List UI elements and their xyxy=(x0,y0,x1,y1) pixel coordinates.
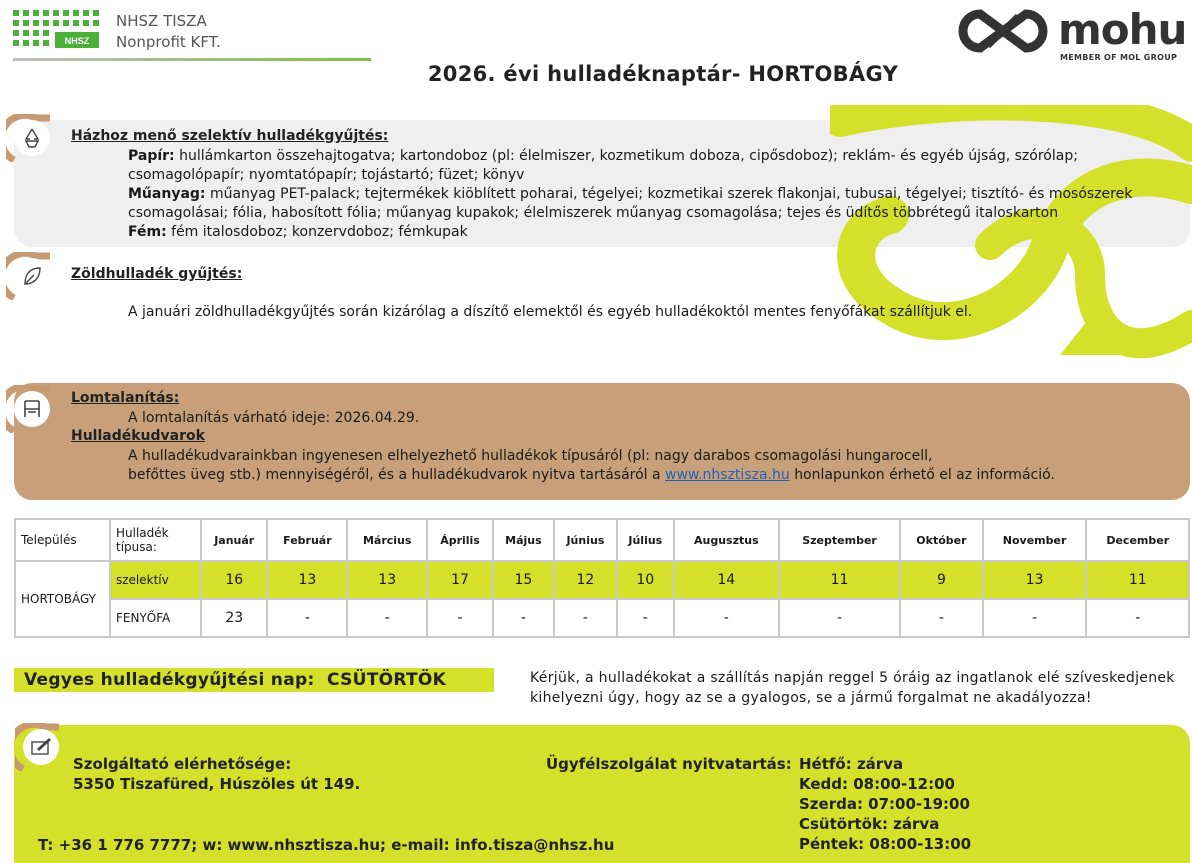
month-header: December xyxy=(1086,519,1189,561)
month-header: Április xyxy=(427,519,493,561)
hours-monday: Hétfő: zárva xyxy=(799,755,904,773)
date-cell: - xyxy=(779,599,900,637)
date-cell: - xyxy=(347,599,427,637)
selective-heading: Házhoz menő szelektív hulladékgyűjtés: xyxy=(71,128,389,144)
metal-line xyxy=(128,223,1188,242)
yards-text xyxy=(128,447,1188,485)
nhsz-company-name xyxy=(116,11,221,53)
date-cell: - xyxy=(493,599,554,637)
yards-text-line1: A hulladékudvarainkban ingyenesen elhelyezhető hulladékok típusáról (pl: nagy darabos csomagolási hungarocell, xyxy=(128,448,933,464)
hours-wednesday: Szerda: 07:00-19:00 xyxy=(799,795,970,813)
yards-heading: Hulladékudvarok xyxy=(71,428,205,444)
mohu-logo-icon xyxy=(958,6,1048,56)
paper-label: Papír: xyxy=(128,148,175,164)
furniture-icon xyxy=(21,398,43,420)
hours-heading: Ügyfélszolgálat nyitvatartás: xyxy=(546,755,792,773)
waste-type-cell: FENYŐFA xyxy=(110,599,201,637)
plastic-label: Műanyag: xyxy=(128,186,206,202)
date-cell: 13 xyxy=(347,561,427,599)
date-cell: 17 xyxy=(427,561,493,599)
plastic-text: műanyag PET-palack; tejtermékek kiöblített poharai, tégelyei; kozmetikai szerek flakonjai, tubusai, tégelyei; tisztító- és mosószerek csomagolásai; fólia, habosított fólia; műanyag kupakok; élelmiszerek műanyag csomagolása; tejes és üdítős többrétegű italoskarton xyxy=(128,186,1133,221)
date-cell: - xyxy=(267,599,347,637)
date-cell: 11 xyxy=(779,561,900,599)
date-cell: 11 xyxy=(1086,561,1189,599)
month-header: Május xyxy=(493,519,554,561)
paper-text: hullámkarton összehajtogatva; kartondoboz (pl: élelmiszer, kozmetikum doboza, cipősdoboz); reklám- és egyéb újság, szórólap; csomagolópapír; nyomtatópapír; tojástartó; füzet; könyv xyxy=(128,148,1078,183)
leaf-icon xyxy=(20,264,44,288)
header-divider xyxy=(13,58,371,61)
contact-icon-badge xyxy=(15,723,63,771)
month-header: Július xyxy=(617,519,674,561)
month-header: Június xyxy=(554,519,617,561)
nhsz-logo xyxy=(13,10,105,52)
nhsz-badge-text: NHSZ xyxy=(64,36,90,46)
table-row xyxy=(15,561,1189,599)
month-header: Szeptember xyxy=(779,519,900,561)
table-row xyxy=(15,599,1189,637)
mixed-waste-day-banner xyxy=(14,668,494,692)
recycle-icon xyxy=(20,126,44,150)
hours-tuesday: Kedd: 08:00-12:00 xyxy=(799,775,955,793)
mohu-wordmark: mohu xyxy=(1058,5,1187,54)
contact-address: 5350 Tiszafüred, Húszöles út 149. xyxy=(73,775,361,793)
website-link[interactable]: www.nhsztisza.hu xyxy=(665,467,790,483)
date-cell: 23 xyxy=(201,599,267,637)
date-cell: 13 xyxy=(983,561,1087,599)
date-cell: 10 xyxy=(617,561,674,599)
plastic-line xyxy=(128,185,1188,223)
date-cell: 14 xyxy=(674,561,779,599)
contact-line: T: +36 1 776 7777; w: www.nhsztisza.hu; e-mail: info.tisza@nhsz.hu xyxy=(38,836,615,854)
header-type: Hulladék típusa: xyxy=(110,519,201,561)
contact-heading: Szolgáltató elérhetősége: xyxy=(73,755,292,773)
green-waste-heading: Zöldhulladék gyűjtés: xyxy=(71,266,243,282)
yards-text-before: befőttes üveg stb.) mennyiségéről, és a hulladékudvarok nyitva tartásáról a xyxy=(128,467,661,483)
date-cell: 15 xyxy=(493,561,554,599)
opening-hours-list xyxy=(799,754,971,854)
date-cell: - xyxy=(427,599,493,637)
month-header: Március xyxy=(347,519,427,561)
date-cell: 12 xyxy=(554,561,617,599)
date-cell: 9 xyxy=(900,561,983,599)
bulky-heading: Lomtalanítás: xyxy=(71,390,180,406)
yards-text-after: honlapunkon érhető el az információ. xyxy=(794,467,1055,483)
metal-label: Fém: xyxy=(128,224,167,240)
waste-type-cell: szelektív xyxy=(110,561,201,599)
header-settlement: Település xyxy=(15,519,110,561)
date-cell: 16 xyxy=(201,561,267,599)
paper-line xyxy=(128,147,1188,185)
mohu-tagline: MEMBER OF MOL GROUP xyxy=(1060,53,1178,62)
hours-friday: Péntek: 08:00-13:00 xyxy=(799,835,972,853)
nhsz-line1: NHSZ TISZA xyxy=(116,12,207,30)
month-header: Augusztus xyxy=(674,519,779,561)
date-cell: 13 xyxy=(267,561,347,599)
contact-icon xyxy=(29,735,53,759)
page-title: 2026. évi hulladéknaptár- HORTOBÁGY xyxy=(427,62,899,86)
selective-body xyxy=(128,147,1188,242)
date-cell: - xyxy=(554,599,617,637)
hours-thursday: Csütörtök: zárva xyxy=(799,815,940,833)
date-cell: - xyxy=(1086,599,1189,637)
waste-calendar-table xyxy=(14,518,1190,638)
month-header: November xyxy=(983,519,1087,561)
furniture-icon-badge xyxy=(6,385,54,433)
bulky-text: A lomtalanítás várható ideje: 2026.04.29. xyxy=(128,410,420,426)
calendar-header-row xyxy=(15,519,1189,561)
leaf-icon-badge xyxy=(6,252,54,300)
date-cell: - xyxy=(617,599,674,637)
month-header: Február xyxy=(267,519,347,561)
nhsz-line2: Nonprofit KFT. xyxy=(116,33,221,51)
yards-text-line2 xyxy=(128,466,1188,485)
date-cell: - xyxy=(983,599,1087,637)
month-header: Január xyxy=(201,519,267,561)
mixed-day: CSÜTÖRTÖK xyxy=(327,670,447,690)
settlement-cell: HORTOBÁGY xyxy=(15,561,110,637)
month-header: Október xyxy=(900,519,983,561)
date-cell: - xyxy=(900,599,983,637)
mixed-label: Vegyes hulladékgyűjtési nap: xyxy=(24,670,315,690)
date-cell: - xyxy=(674,599,779,637)
placement-notice: Kérjük, a hulladékokat a szállítás napján reggel 5 óráig az ingatlanok elé szíveskedjenek kihelyezni úgy, hogy az se a gyalogos, se a jármű forgalmat ne akadályozza! xyxy=(530,670,1175,706)
metal-text: fém italosdoboz; konzervdoboz; fémkupak xyxy=(171,224,468,240)
recycle-icon-badge xyxy=(6,114,54,162)
green-waste-text: A januári zöldhulladékgyűjtés során kizárólag a díszítő elemektől és egyéb hulladékoktól mentes fenyőfákat szállítjuk el. xyxy=(128,304,973,320)
